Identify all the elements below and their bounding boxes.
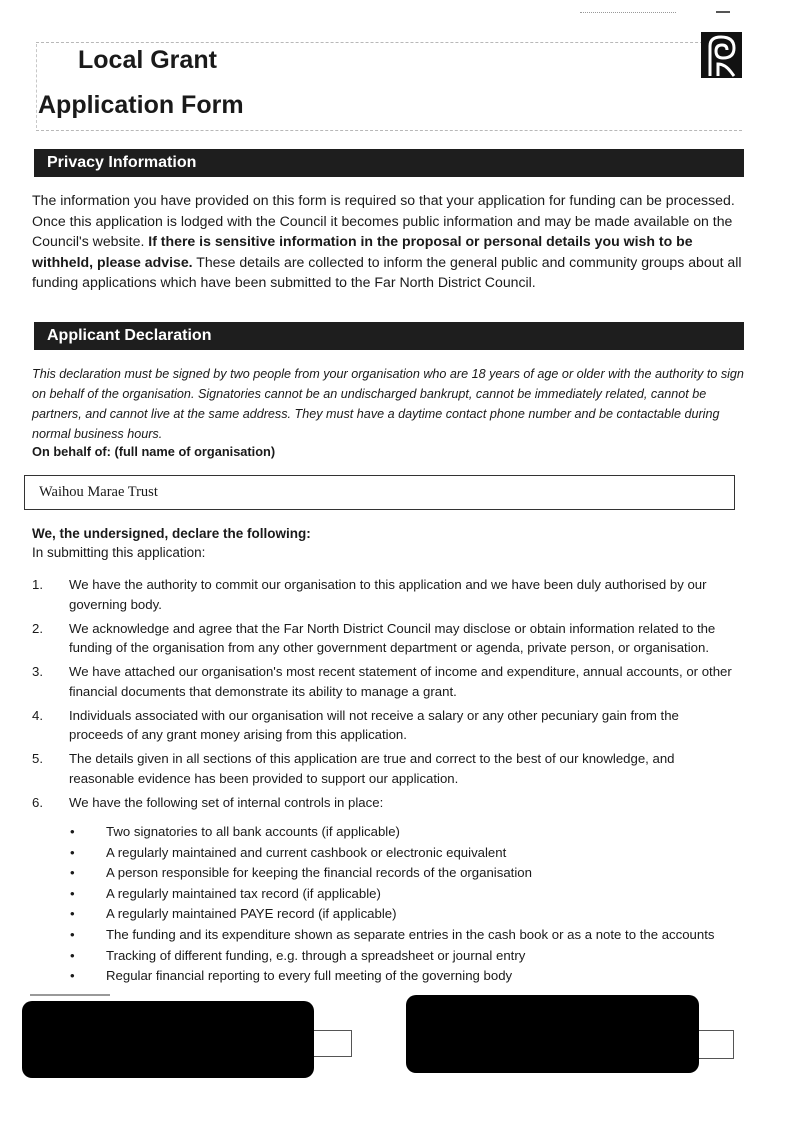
redaction-block	[406, 995, 699, 1073]
signature-label-remnant	[30, 994, 110, 1000]
list-item: 4. Individuals associated with our organisation will not receive a salary or any other pecuniary gain from the proceeds of any grant money arising from this application.	[32, 707, 679, 743]
internal-controls-list	[70, 822, 714, 987]
list-item: 1. We have the authority to commit our organisation to this application and we have been duly authorised by our governing body.	[32, 577, 707, 612]
title-border-left	[36, 44, 37, 128]
signature-field-2[interactable]	[698, 1030, 734, 1059]
bullet-item: • Two signatories to all bank accounts (if applicable)	[70, 824, 400, 839]
form-title-line1: Local Grant	[78, 46, 217, 74]
title-border-top	[36, 42, 738, 43]
scan-artifact	[580, 12, 676, 13]
privacy-text: The information you have provided on this form is required so that your application for funding can be processed. Once this application is lodged with the Council it becomes public information and may be made available on the Council's website. If there is sensitive information in the proposal or personal details you wish to be withheld, please advise. These details are collected to inform the general public and community groups about all funding applications which have been submitted to the Far North District Council.	[32, 192, 742, 290]
in-submitting-text: In submitting this application:	[32, 545, 206, 560]
bullet-item: • A regularly maintained PAYE record (if applicable)	[70, 906, 397, 922]
scan-artifact	[716, 11, 730, 13]
bullet-item: • The funding and its expenditure shown as separate entries in the cash book or as a note to the accounts	[70, 926, 715, 942]
declaration-list	[32, 575, 732, 817]
bullet-item: • A regularly maintained tax record (if applicable)	[70, 885, 381, 901]
bullet-item: • Regular financial reporting to every full meeting of the governing body	[70, 968, 513, 984]
declaration-heading: Applicant Declaration	[34, 322, 744, 350]
we-declare-heading: We, the undersigned, declare the following:	[32, 526, 311, 541]
bullet-item: • A person responsible for keeping the financial records of the organisation	[70, 865, 532, 881]
privacy-heading: Privacy Information	[34, 149, 744, 177]
bullet-item: • Tracking of different funding, e.g. through a spreadsheet or journal entry	[70, 947, 526, 963]
form-title-line2: Application Form	[38, 91, 244, 119]
organisation-name-value: Waihou Marae Trust	[39, 484, 158, 500]
behalf-label: On behalf of: (full name of organisation)	[32, 444, 276, 459]
list-item: 5. The details given in all sections of this application are true and correct to the best of our knowledge, and reasonable evidence has been provided to support our application.	[32, 751, 675, 786]
council-logo-icon	[701, 32, 742, 78]
declaration-intro: This declaration must be signed by two people from your organisation who are 18 years of age or older with the authority to sign on behalf of the organisation. Signatories cannot be an undischarged bankrupt, cannot be immediately related, cannot be partners, and cannot live at the same address. They must have a daytime contact phone number and be contactable during normal business hours.	[32, 367, 744, 441]
list-item: 2. We acknowledge and agree that the Far North District Council may disclose or obtain information related to the funding of the organisation from any other government department or agenda, private person, or organisation.	[32, 620, 716, 656]
list-item: 3. We have attached our organisation's most recent statement of income and expenditure, annual accounts, or other financial documents that demonstrate its ability to manage a grant.	[32, 664, 732, 699]
list-item: 6. We have the following set of internal controls in place:	[32, 794, 384, 810]
signature-field-1[interactable]	[312, 1030, 352, 1057]
bullet-item: • A regularly maintained and current cashbook or electronic equivalent	[70, 844, 507, 860]
title-border-bottom	[36, 130, 742, 131]
redaction-block	[22, 1001, 314, 1078]
